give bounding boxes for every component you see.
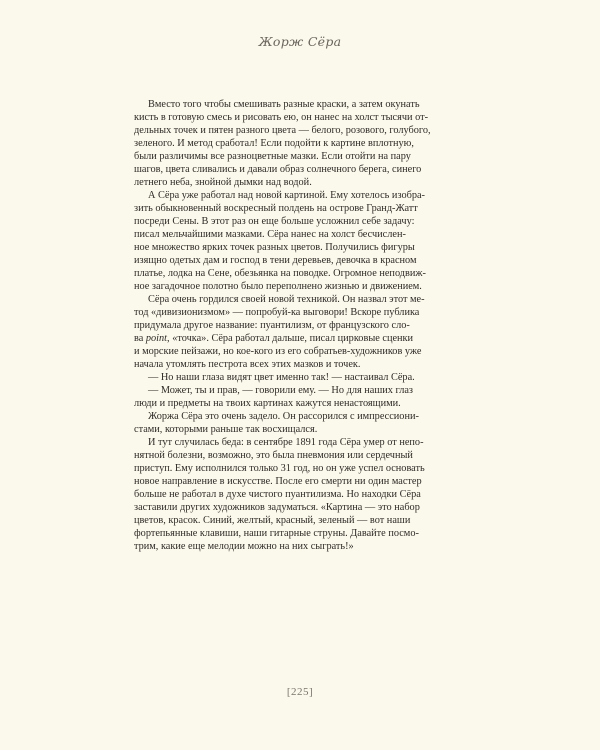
paragraph-1: Вместо того чтобы смешивать разные краски, а затем окунать кисть в готовую смесь и рисовать ею, он нанес на холст тысячи от- дельных точек и пятен разного цвета — белого, розового, голубого, зеленого. И метод сработал! Если подойти к картине вплотную, были различимы все разноцветные мазки. Если отойти на пару шагов, цвета сливались и давали образ солнечного берега, синего летнего неба, знойной дымки над водой. [134, 99, 431, 188]
body-text [134, 98, 466, 553]
running-title: Жорж Сёра [258, 34, 342, 49]
dialogue-line-2: — Может, ты и прав, — говорили ему. — Но для наших глаз люди и предметы на твоих картинах кажутся ненастоящими. [134, 385, 413, 409]
paragraph-2: А Сёра уже работал над новой картиной. Ему хотелось изобра- зить обыкновенный воскресный полдень на острове Гранд-Жатт посреди Сены. В этот раз он еще больше усложнил себе задачу: писал мельчайшими мазками. Сёра нанес на холст бесчислен- ное множество ярких точек разных цветов. Получились фигуры изящно одетых дам и господ в тени деревьев, девочка в красном платье, лодка на Сене, обезьянка на поводке. Огромное неподвиж- ное загадочное полотно было переполнено жизнью и движением. [134, 190, 426, 292]
paragraph-3 [134, 293, 466, 371]
italic-term-point: point [145, 333, 168, 344]
paragraph-7: И тут случилась беда: в сентябре 1891 года Сёра умер от непо- нятной болезни, возможно, это была пневмония или сердечный приступ. Ему исполнился только 31 год, но он уже успел основать новое направление в искусстве. После его смерти ни один мастер больше не работал в духе чистого пуантилизма. Но находки Сёра заставили других художников задуматься. «Картина — это набор цветов, красок. Синий, желтый, красный, зеленый — вот наши фортепьянные клавиши, наши гитарные струны. Давайте посмо- трим, какие еще мелодии можно на них сыграть!» [134, 437, 425, 552]
dialogue-line-1: — Но наши глаза видят цвет именно так! — настаивал Сёра. [148, 372, 415, 383]
paragraph-6: Жоржа Сёра это очень задело. Он рассорился с импрессиони- стами, которыми раньше так восхищался. [134, 411, 419, 435]
page-number: [225] [286, 686, 314, 698]
paragraph-3-part-1: Сёра очень гордился своей новой техникой. Он назвал этот ме- тод «дивизионизмом» — попробуй-ка выговори! Вскоре публика придумала другое название: пуантилизм, от французского сло- ва [134, 294, 425, 344]
paragraph-3-part-2: , «точка». Сёра работал дальше, писал цирковые сценки и морские пейзажи, но кое-кого из его собратьев-художников уже начала утомлять пестрота всех этих мазков и точек. [134, 333, 422, 370]
